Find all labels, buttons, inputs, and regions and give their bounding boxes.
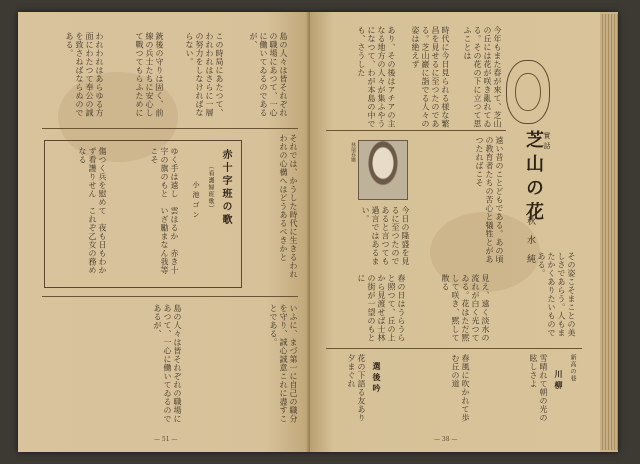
text-column: 今日の隆盛を見るに至つたのであると言つても過言ではあるまい。 [361,206,410,266]
page-number: — 38 — [434,436,458,443]
text-column: 銃後の守りは固く、前線の兵士たちに安心して戰つてもらふために [135,32,164,117]
divider [326,348,582,349]
verse-column: 花の下語る友あり夕まぐれ [347,354,366,422]
poem-author: 小池ゴン [192,181,200,221]
page-edges [600,14,618,450]
poem-title: 赤十字班の歌 [220,149,231,227]
section-title: 川柳 [554,370,564,392]
poem-text: ゆく手は遠し 雲はるか 赤き十字の旗のもと いざ勵まなん我等こそ [150,147,179,275]
page-number: — 51 — [154,436,178,443]
text-column: その姿こそまことの美しさであらう。人もまたかくありたいものである。 [537,252,576,337]
series-label: 實話 [543,132,551,152]
text-column: 時代に今日見られる様な繁昌を見せるに至つたのである。芝山巖に詣でる人々の姿は絶えず [411,26,450,128]
article-title: 芝山の花 [523,130,544,226]
text-column: 今年もまた春が來て、芝山の丘には花が咲き亂れてゐる。その花の下に立つて思ふことは [463,26,502,128]
portrait-photo [358,140,408,200]
divider [42,128,298,129]
left-page [18,12,310,452]
text-column: いふに、まづ第一に自己の職分を守り、誠心誠意これに盡すことである。 [269,304,298,423]
poem-text: 傷つく兵を慰めて 夜も日もわかず看護りせん これぞ乙女の務めなる [78,147,107,275]
text-column: それでは、かうした時代に生きるわれわれの心構へはどうあるべきかと [279,134,298,279]
text-column: 島の人々は皆それぞれの職場にあつて、一心に働いてゐるのであるが、 [249,32,288,117]
divider [326,130,506,131]
text-column: 見え、遠く淡水の流れが白く光つてゐる。花はただ黙して咲き、黙して散る [441,274,490,342]
text-column: 春の日はうらうらと照つて、丘の上から見渡せば士林の街が一望のもとに [357,274,406,342]
text-column: 島の人々は皆それぞれの職場にあつて、一心に働いてゐるのであるが、 [153,304,182,423]
section-header: 新高の巷 [569,354,576,382]
text-column: 遠い昔のことどもである。あの頃の教育者たちの苦心と犠牲とがあつたればこそ [475,136,504,264]
photo-caption: 林瑞春孃 [350,142,356,162]
text-column: われわれはあらゆる方面にわたつて奉公の誠を致さねばならぬのである。 [65,32,104,117]
magazine-spread [18,12,618,452]
poem-box [44,140,242,288]
verse-column: 春風に吹かれて歩む丘の道 [451,354,470,422]
verse-column: 雪晴れて朝の光の眩しさよ [529,354,548,422]
text-column: あり、その後はアチアの主なる地方の人々が集ふやうになつて、わが本島の中でも、さうした [357,26,396,128]
right-page [310,12,600,452]
emblem-logo [506,60,550,124]
article-author: 秋水純 [525,216,535,273]
text-column: この時局にあたつて、われわれはさらに一層の努力をしなければならない。 [185,32,224,117]
divider [42,296,298,297]
section-title: 選後吟 [372,362,382,395]
poem-subtitle: （看護婦班歌） [207,163,214,212]
